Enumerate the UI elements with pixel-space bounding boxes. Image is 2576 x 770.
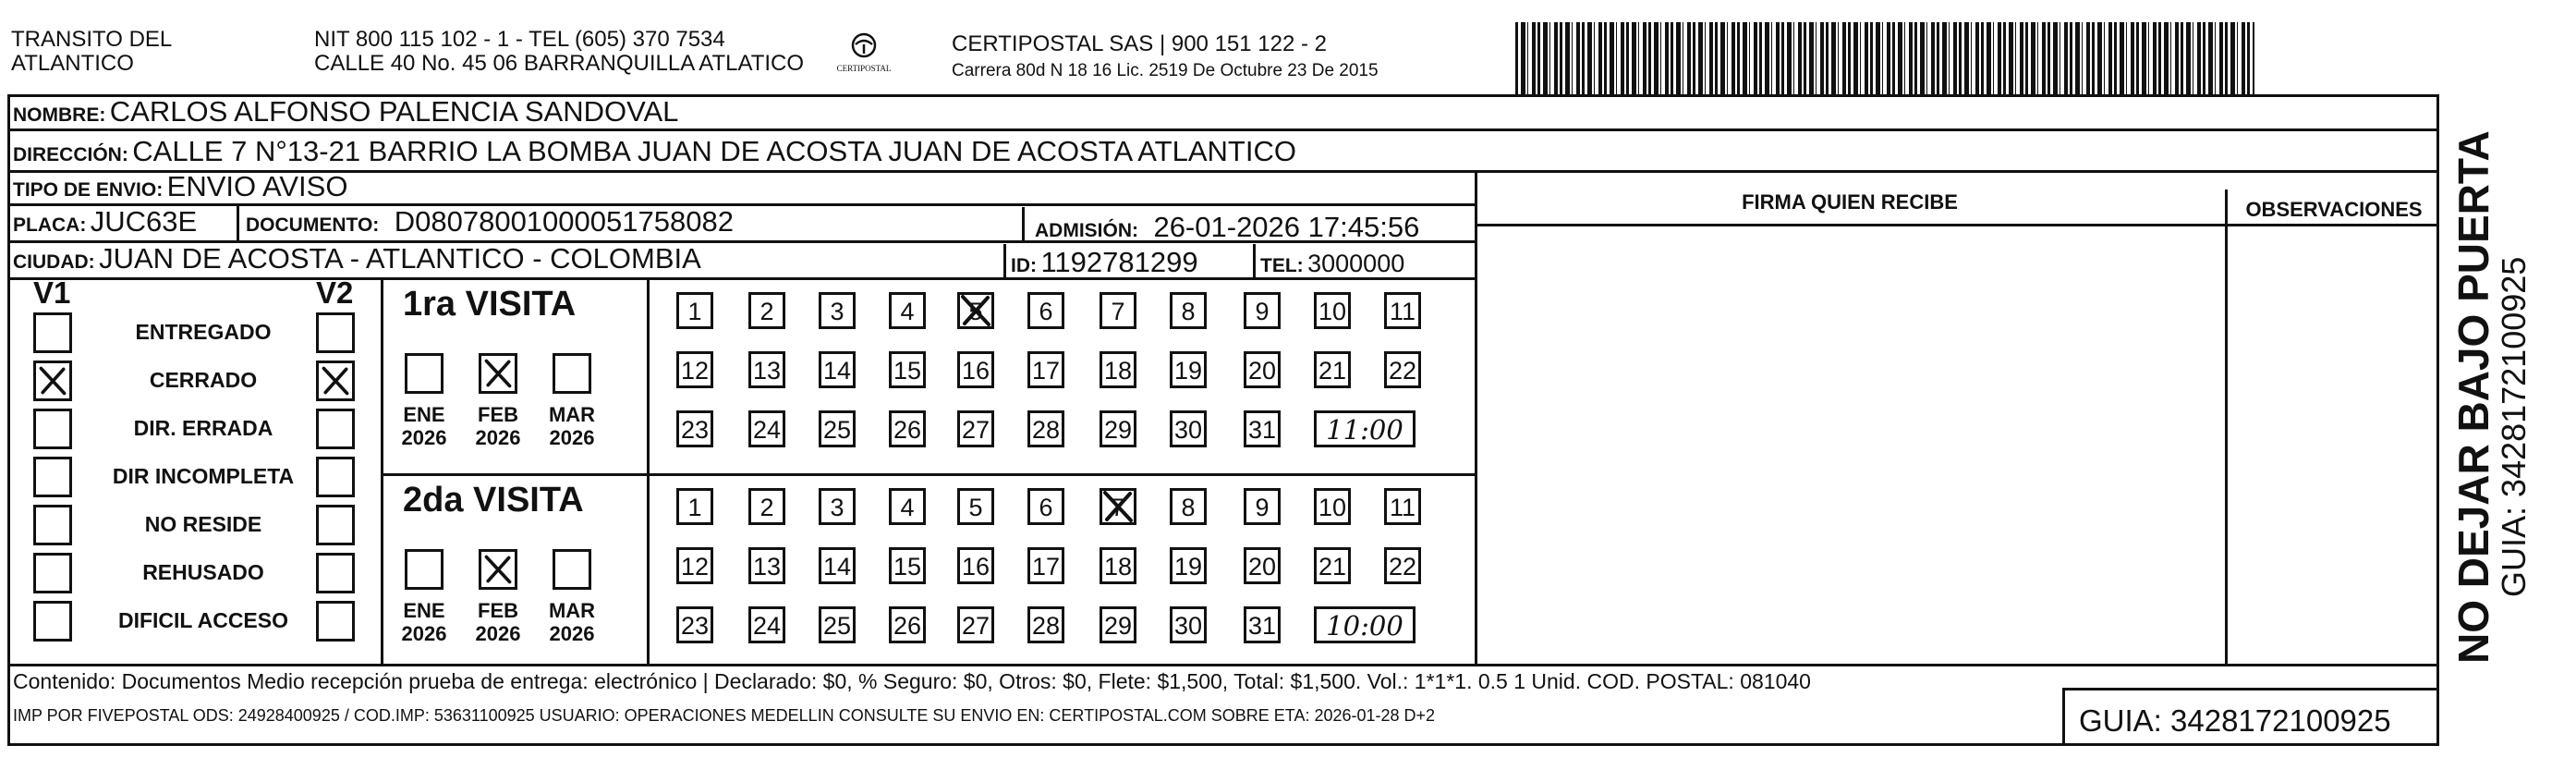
day-box[interactable]: 31 (1244, 410, 1281, 447)
day-box[interactable]: 28 (1027, 410, 1064, 447)
status-label: CERRADO (149, 368, 258, 392)
observaciones-header: OBSERVACIONES (2245, 198, 2423, 221)
company-line-2: Carrera 80d N 18 16 Lic. 2519 De Octubre 23 De 2015 (952, 61, 1379, 80)
certipostal-logo (832, 31, 896, 73)
placa-cell (13, 205, 197, 238)
nit-line-2: CALLE 40 No. 45 06 BARRANQUILLA ATLATICO (314, 51, 805, 76)
day-box[interactable]: 6 (1027, 292, 1064, 329)
direccion-row (13, 135, 1296, 168)
month-year: 2026 (401, 426, 447, 449)
time-box[interactable]: 10:00 (1314, 606, 1416, 643)
day-box[interactable]: 1 (676, 488, 713, 525)
status-checkbox-v2[interactable] (316, 505, 355, 545)
day-box[interactable]: 10 (1314, 292, 1351, 329)
month-checkbox[interactable] (479, 353, 517, 394)
tipo-row (13, 170, 347, 203)
id-label: ID: (1011, 255, 1037, 276)
sender-nit (314, 28, 804, 76)
guia-footer: GUIA: 3428172100925 (2079, 703, 2391, 738)
sender-line-2: ATLANTICO (11, 51, 134, 76)
day-box[interactable]: 27 (957, 606, 994, 643)
month-label (544, 599, 600, 645)
status-checkbox-v2[interactable] (316, 553, 355, 593)
day-box[interactable]: 24 (748, 606, 785, 643)
x-mark-icon (481, 356, 515, 391)
day-box[interactable]: 30 (1170, 410, 1207, 447)
day-box[interactable]: 14 (819, 547, 856, 584)
day-box[interactable]: 25 (819, 410, 856, 447)
side-warning: NO DEJAR BAJO PUERTA (2449, 130, 2497, 664)
nombre-label: NOMBRE: (13, 104, 106, 126)
ciudad-value: JUAN DE ACOSTA - ATLANTICO - COLOMBIA (99, 242, 701, 275)
day-box[interactable]: 30 (1170, 606, 1207, 643)
day-box[interactable]: 4 (889, 488, 926, 525)
logo-text: CERTIPOSTAL (836, 64, 892, 73)
tipo-label: TIPO DE ENVIO: (13, 179, 164, 201)
id-cell (1011, 246, 1198, 279)
imp-text: IMP POR FIVEPOSTAL ODS: 24928400925 / COD.IMP: 53631100925 USUARIO: OPERACIONES MEDELLIN CONSULTE SU ENVIO EN: CERTIPOSTAL.COM SOBRE ETA: 2026-01-28 D+2 (13, 706, 1436, 725)
day-box[interactable]: 14 (819, 351, 856, 388)
v1-label: V1 (33, 275, 71, 310)
day-box[interactable]: 27 (957, 410, 994, 447)
day-box[interactable]: 11 (1384, 488, 1421, 525)
firma-header: FIRMA QUIEN RECIBE (1742, 190, 1958, 214)
barcode (1515, 22, 2254, 94)
admision-label: ADMISIÓN: (1035, 220, 1138, 241)
day-box[interactable]: 15 (889, 351, 926, 388)
month-year: 2026 (475, 426, 521, 449)
day-box[interactable]: 12 (676, 547, 713, 584)
day-box[interactable]: 23 (676, 606, 713, 643)
day-box[interactable]: 31 (1244, 606, 1281, 643)
sender-line-1: TRANSITO DEL (11, 27, 173, 52)
day-box[interactable]: 8 (1170, 292, 1207, 329)
month-label (470, 599, 526, 645)
day-box[interactable]: 20 (1244, 547, 1281, 584)
day-box[interactable]: 17 (1027, 547, 1064, 584)
day-box[interactable]: 19 (1170, 547, 1207, 584)
company-line-1: CERTIPOSTAL SAS | 900 151 122 - 2 (952, 31, 1327, 56)
status-label: REHUSADO (142, 560, 264, 584)
day-box[interactable]: 1 (676, 292, 713, 329)
documento-value: D08078001000051758082 (394, 205, 734, 238)
nit-line-1: NIT 800 115 102 - 1 - TEL (605) 370 7534 (314, 27, 725, 52)
month-checkbox[interactable] (553, 549, 591, 590)
month-year: 2026 (475, 622, 521, 645)
day-box[interactable]: 9 (1244, 292, 1281, 329)
day-box[interactable]: 28 (1027, 606, 1064, 643)
day-box[interactable]: 20 (1244, 351, 1281, 388)
nombre-value: CARLOS ALFONSO PALENCIA SANDOVAL (109, 95, 679, 128)
ciudad-label: CIUDAD: (13, 251, 95, 273)
month-name: ENE (403, 599, 445, 622)
visit-title: 2da VISITA (403, 481, 584, 519)
direccion-label: DIRECCIÓN: (13, 144, 128, 165)
month-name: FEB (478, 403, 518, 426)
x-mark-icon (1100, 488, 1136, 525)
day-box[interactable]: 21 (1314, 547, 1351, 584)
day-check (957, 292, 994, 329)
tel-cell (1260, 250, 1404, 278)
day-box[interactable]: 5 (957, 292, 994, 329)
day-box[interactable]: 25 (819, 606, 856, 643)
day-box[interactable]: 21 (1314, 351, 1351, 388)
day-box[interactable]: 19 (1170, 351, 1207, 388)
day-box[interactable]: 15 (889, 547, 926, 584)
status-label: NO RESIDE (144, 512, 262, 536)
documento-cell (246, 205, 734, 238)
x-mark-icon (957, 292, 994, 329)
day-box[interactable]: 3 (819, 292, 856, 329)
month-year: 2026 (401, 622, 447, 645)
placa-value: JUC63E (90, 205, 198, 238)
day-box[interactable]: 8 (1170, 488, 1207, 525)
status-label: DIR INCOMPLETA (112, 464, 295, 488)
day-box[interactable]: 16 (957, 351, 994, 388)
day-box[interactable]: 13 (748, 547, 785, 584)
documento-label: DOCUMENTO: (246, 214, 380, 236)
visit-title: 1ra VISITA (403, 285, 577, 324)
status-checkbox-v2[interactable] (316, 601, 355, 642)
month-checkbox[interactable] (405, 549, 444, 590)
day-box[interactable]: 7 (1100, 292, 1136, 329)
day-check (1100, 488, 1136, 525)
status-label: ENTREGADO (135, 320, 272, 344)
status-checkbox-v2[interactable] (316, 409, 355, 449)
time-box[interactable]: 11:00 (1314, 410, 1416, 447)
month-checkbox[interactable] (405, 353, 444, 394)
month-name: MAR (548, 599, 596, 622)
v2-label: V2 (316, 275, 354, 310)
company-info (952, 31, 1379, 81)
tipo-value: ENVIO AVISO (166, 170, 348, 202)
day-box[interactable]: 2 (748, 292, 785, 329)
month-name: FEB (478, 599, 518, 622)
day-box[interactable]: 18 (1100, 351, 1136, 388)
day-box[interactable]: 26 (889, 606, 926, 643)
day-box[interactable]: 29 (1100, 606, 1136, 643)
day-box[interactable]: 17 (1027, 351, 1064, 388)
tel-label: TEL: (1260, 255, 1304, 276)
day-box[interactable]: 22 (1384, 351, 1421, 388)
status-label: DIR. ERRADA (133, 416, 273, 440)
placa-label: PLACA: (13, 214, 87, 236)
id-value: 1192781299 (1040, 246, 1198, 278)
status-checkbox-v2[interactable] (316, 457, 355, 497)
month-year: 2026 (549, 622, 595, 645)
status-label: DIFICIL ACCESO (117, 608, 288, 632)
side-guia: GUIA: 3428172100925 (2495, 256, 2533, 597)
day-box[interactable]: 13 (748, 351, 785, 388)
day-box[interactable]: 12 (676, 351, 713, 388)
admision-value: 26-01-2026 17:45:56 (1153, 211, 1420, 243)
month-checkbox[interactable] (479, 549, 517, 590)
month-year: 2026 (549, 426, 595, 449)
admision-cell (1035, 211, 1419, 244)
day-box[interactable]: 5 (957, 488, 994, 525)
day-box[interactable]: 6 (1027, 488, 1064, 525)
day-box[interactable]: 4 (889, 292, 926, 329)
day-box[interactable]: 29 (1100, 410, 1136, 447)
month-label (544, 403, 600, 449)
day-box[interactable]: 3 (819, 488, 856, 525)
tel-value: 3000000 (1307, 250, 1405, 277)
contenido-text: Contenido: Documentos Medio recepción prueba de entrega: electrónico | Declarado: $0, % Seguro: $0, Otros: $0, Flete: $1,500, Total: $1,500. Vol.: 1*1*1. 0.5 1 Unid. COD. POSTAL: 081040 (13, 669, 1811, 693)
day-box[interactable]: 23 (676, 410, 713, 447)
month-label (470, 403, 526, 449)
status-checkbox-v2[interactable] (316, 361, 355, 401)
nombre-row (13, 95, 678, 128)
direccion-value: CALLE 7 N°13-21 BARRIO LA BOMBA JUAN DE ACOSTA JUAN DE ACOSTA ATLANTICO (132, 135, 1296, 167)
day-box[interactable]: 7 (1100, 488, 1136, 525)
x-mark-icon (319, 363, 352, 398)
day-box[interactable]: 2 (748, 488, 785, 525)
ciudad-cell (13, 242, 701, 275)
day-box[interactable]: 26 (889, 410, 926, 447)
day-box[interactable]: 16 (957, 547, 994, 584)
month-checkbox[interactable] (553, 353, 591, 394)
day-box[interactable]: 9 (1244, 488, 1281, 525)
month-name: MAR (548, 403, 596, 426)
status-checkbox-v2[interactable] (316, 312, 355, 353)
day-box[interactable]: 24 (748, 410, 785, 447)
sender-name (11, 28, 172, 76)
day-box[interactable]: 11 (1384, 292, 1421, 329)
day-box[interactable]: 18 (1100, 547, 1136, 584)
month-label (396, 403, 452, 449)
day-box[interactable]: 10 (1314, 488, 1351, 525)
logo-icon (847, 31, 881, 59)
month-label (396, 599, 452, 645)
month-name: ENE (403, 403, 445, 426)
x-mark-icon (481, 552, 515, 587)
day-box[interactable]: 22 (1384, 547, 1421, 584)
